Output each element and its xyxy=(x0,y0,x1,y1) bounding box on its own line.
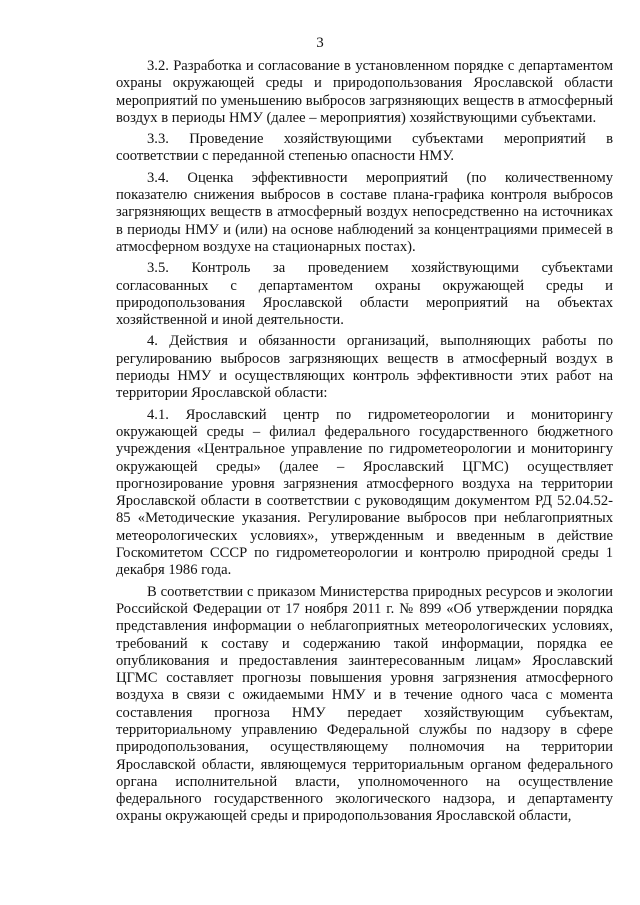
paragraph-order-899: В соответствии с приказом Министерства природных ресурсов и экологии Российской Федерации от 17 ноября 2011 г. № 899 «Об утверждении порядка представления информации о неблагоприятных метеорологических условиях, требований к составу и содержанию такой информации, порядка ее опубликования и предоставления заинтересованным лицам» Ярославский ЦГМС составляет прогнозы повышения уровня загрязнения атмосферного воздуха в связи с ожидаемыми НМУ и в течение одного часа с момента составления прогноза НМУ передает хозяйствующим субъектам, территориальному управлению Федеральной службы по надзору в сфере природопользования, осуществляющему полномочия на территории Ярославской области, являющемуся территориальным органом федерального органа исполнительной власти, уполномоченного на осуществление федерального государственного экологического надзора, и департаменту охраны окружающей среды и природопользования Ярославской области, xyxy=(116,583,613,825)
paragraph-4-1: 4.1. Ярославский центр по гидрометеорологии и мониторингу окружающей среды – филиал федерального государственного бюджетного учреждения «Центральное управление по гидрометеорологии и мониторингу окружающей среды» (далее – Ярославский ЦГМС) осуществляет прогнозирование уровня загрязнения атмосферного воздуха на территории Ярославской области в соответствии с руководящим документом РД 52.04.52-85 «Методические указания. Регулирование выбросов при неблагоприятных метеорологических условиях», утвержденным и введенным в действие Госкомитетом СССР по гидрометеорологии и контролю природной среды 1 декабря 1986 года. xyxy=(116,406,613,579)
paragraph-3-3: 3.3. Проведение хозяйствующими субъектами мероприятий в соответствии с переданной степенью опасности НМУ. xyxy=(116,131,613,165)
document-body xyxy=(116,58,613,830)
paragraph-3-5: 3.5. Контроль за проведением хозяйствующими субъектами согласованных с департаментом охраны окружающей среды и природопользования Ярославской области мероприятий на объектах хозяйственной и иной деятельности. xyxy=(116,260,613,329)
paragraph-3-2: 3.2. Разработка и согласование в установленном порядке с департаментом охраны окружающей среды и природопользования Ярославской области мероприятий по уменьшению выбросов загрязняющих веществ в атмосферный воздух в периоды НМУ (далее – мероприятия) хозяйствующими субъектами. xyxy=(116,58,613,126)
paragraph-4: 4. Действия и обязанности организаций, выполняющих работы по регулированию выбросов загрязняющих веществ в атмосферный воздух в периоды НМУ и осуществляющих контроль эффективности этих работ на территории Ярославской области: xyxy=(116,333,613,402)
paragraph-3-4: 3.4. Оценка эффективности мероприятий (по количественному показателю снижения выбросов в составе плана-графика контроля выбросов загрязняющих веществ в атмосферный воздух непосредственно на источниках в периоды НМУ и (или) на основе наблюдений за концентрациями примесей в атмосферном воздухе на стационарных постах). xyxy=(116,169,613,255)
page-number: 3 xyxy=(316,35,324,51)
